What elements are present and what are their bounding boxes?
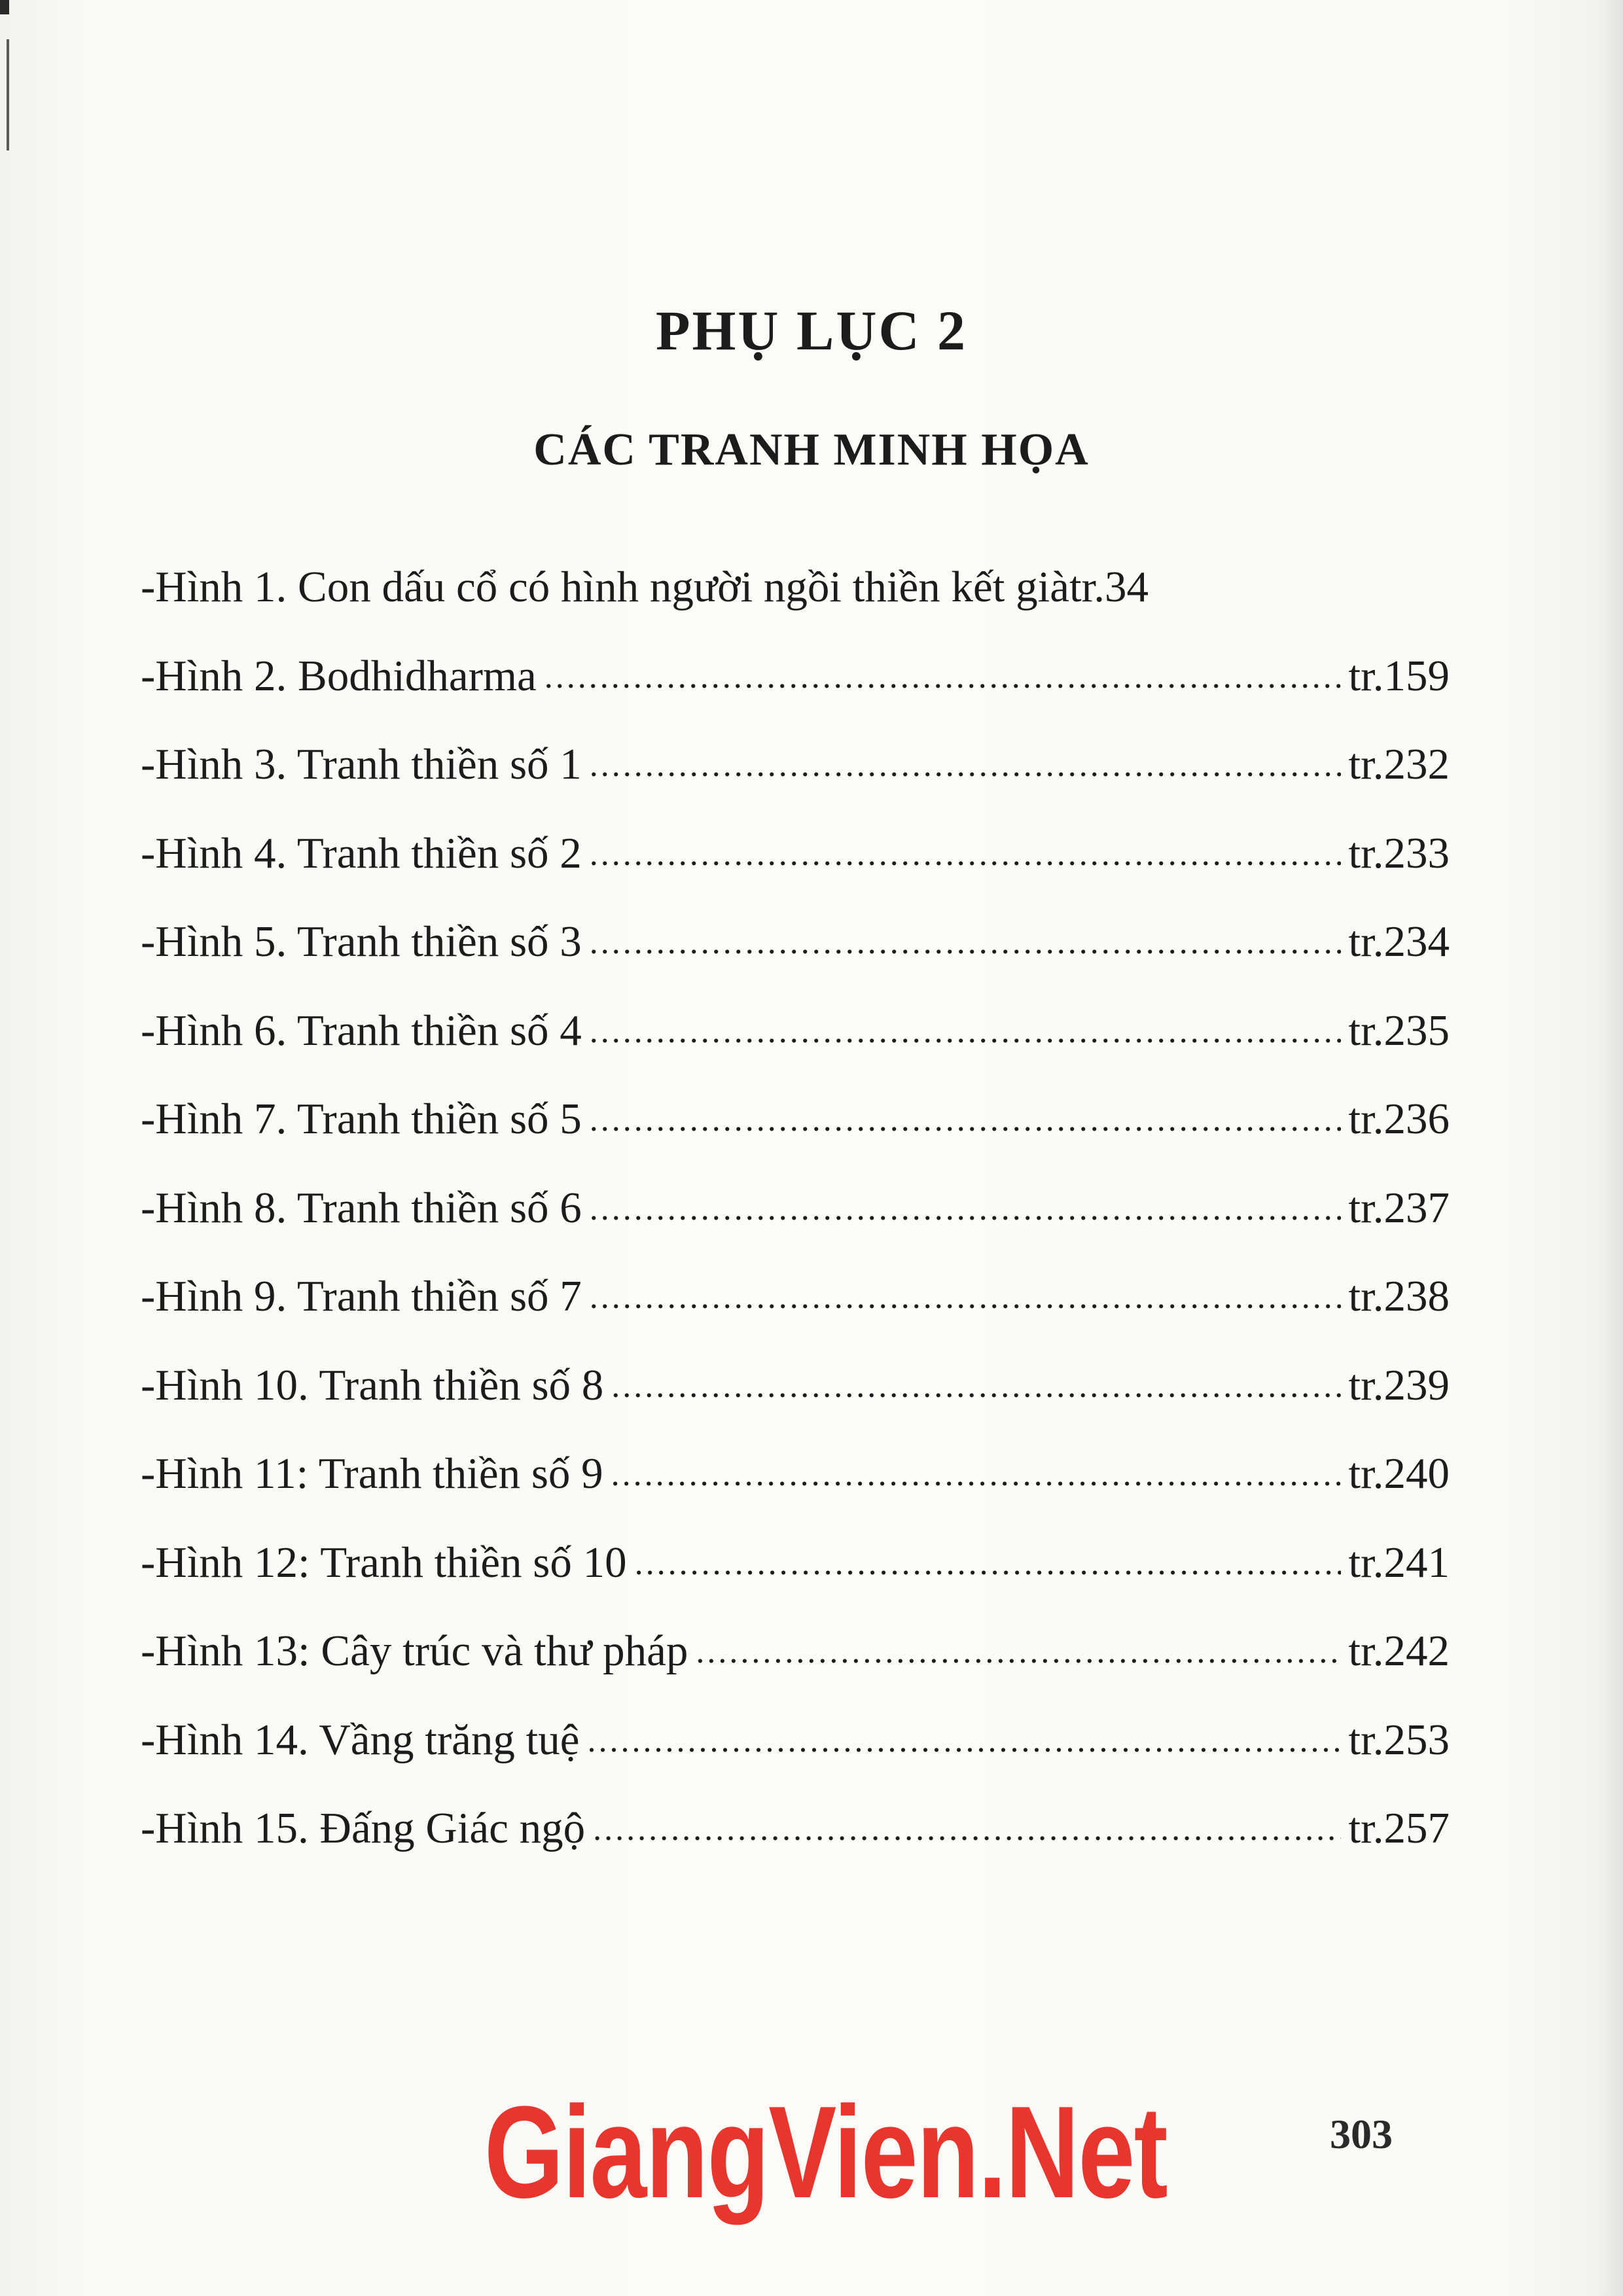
figure-label: -Hình 6. Tranh thiền số 4: [141, 1006, 582, 1055]
watermark-logo: GiangVien.Net: [484, 2079, 1168, 2225]
figure-label: -Hình 5. Tranh thiền số 3: [141, 917, 582, 966]
figure-entry: [141, 543, 1450, 632]
dot-leader: [590, 1072, 1341, 1165]
figure-page-ref: tr.232: [1348, 740, 1450, 788]
figure-label: -Hình 8. Tranh thiền số 6: [141, 1183, 582, 1232]
page-edge-mark: [7, 39, 9, 150]
dot-leader: [590, 718, 1341, 810]
dot-leader: [590, 807, 1341, 899]
figure-entry: [141, 1696, 1450, 1785]
figure-label: -Hình 2. Bodhidharma: [141, 651, 537, 700]
dot-leader: [544, 629, 1341, 722]
page-edge-corner: [0, 0, 9, 14]
appendix-title: PHỤ LỤC 2: [655, 299, 968, 362]
dot-leader: [588, 1693, 1341, 1786]
figure-entry: [141, 809, 1450, 898]
figure-list: [141, 543, 1450, 1873]
page-number: 303: [1330, 2111, 1393, 2157]
figure-entry: [141, 1341, 1450, 1430]
figure-page-ref: tr.237: [1348, 1183, 1450, 1232]
figure-page-ref: tr.235: [1348, 1006, 1450, 1055]
figure-page-ref: tr.239: [1348, 1360, 1450, 1409]
figure-page-ref: tr.241: [1348, 1538, 1450, 1587]
figure-label: -Hình 3. Tranh thiền số 1: [141, 740, 582, 788]
figure-entry: [141, 898, 1450, 987]
figure-entry: [141, 1164, 1450, 1253]
figure-label: -Hình 13: Cây trúc và thư pháp: [141, 1627, 688, 1675]
figure-entry: [141, 1430, 1450, 1519]
figure-entry: [141, 1075, 1450, 1164]
figure-page-ref: tr.257: [1348, 1804, 1450, 1852]
figure-page-ref: tr.242: [1348, 1627, 1450, 1675]
figure-page-ref: tr.234: [1348, 917, 1450, 966]
figure-label: -Hình 15. Đấng Giác ngộ: [141, 1804, 586, 1852]
figure-page-ref: tr.240: [1348, 1449, 1450, 1498]
figure-entry: [141, 987, 1450, 1076]
figure-label: -Hình 10. Tranh thiền số 8: [141, 1360, 604, 1409]
figure-entry: [141, 1252, 1450, 1341]
dot-leader: [593, 1782, 1340, 1874]
dot-leader: [590, 984, 1341, 1076]
figure-label: -Hình 11: Tranh thiền số 9: [141, 1449, 603, 1498]
figure-entry: [141, 720, 1450, 809]
figure-entry: [141, 1519, 1450, 1608]
figure-page-ref: tr.253: [1348, 1715, 1450, 1764]
figure-label: -Hình 1. Con dấu cổ có hình người ngồi thiền kết già: [141, 563, 1069, 611]
figure-entry: [141, 1607, 1450, 1696]
section-title: CÁC TRANH MINH HỌA: [533, 425, 1090, 475]
figure-label: -Hình 14. Vầng trăng tuệ: [141, 1715, 580, 1764]
figure-label: -Hình 9. Tranh thiền số 7: [141, 1272, 582, 1320]
figure-label: -Hình 12: Tranh thiền số 10: [141, 1538, 627, 1587]
figure-page-ref: tr.159: [1348, 651, 1450, 700]
figure-page-ref: tr.236: [1348, 1095, 1450, 1143]
dot-leader: [611, 1427, 1341, 1519]
dot-leader: [590, 1250, 1341, 1342]
dot-leader: [590, 895, 1341, 987]
dot-leader: [590, 1161, 1341, 1254]
figure-page-ref: tr.233: [1348, 828, 1450, 877]
dot-leader: [696, 1604, 1340, 1697]
figure-page-ref: tr.34: [1069, 563, 1149, 611]
dot-leader: [635, 1516, 1341, 1608]
figure-page-ref: tr.238: [1348, 1272, 1450, 1320]
figure-label: -Hình 7. Tranh thiền số 5: [141, 1095, 582, 1143]
dot-leader: [611, 1339, 1340, 1431]
figure-entry: [141, 632, 1450, 721]
figure-entry: [141, 1784, 1450, 1873]
figure-label: -Hình 4. Tranh thiền số 2: [141, 828, 582, 877]
